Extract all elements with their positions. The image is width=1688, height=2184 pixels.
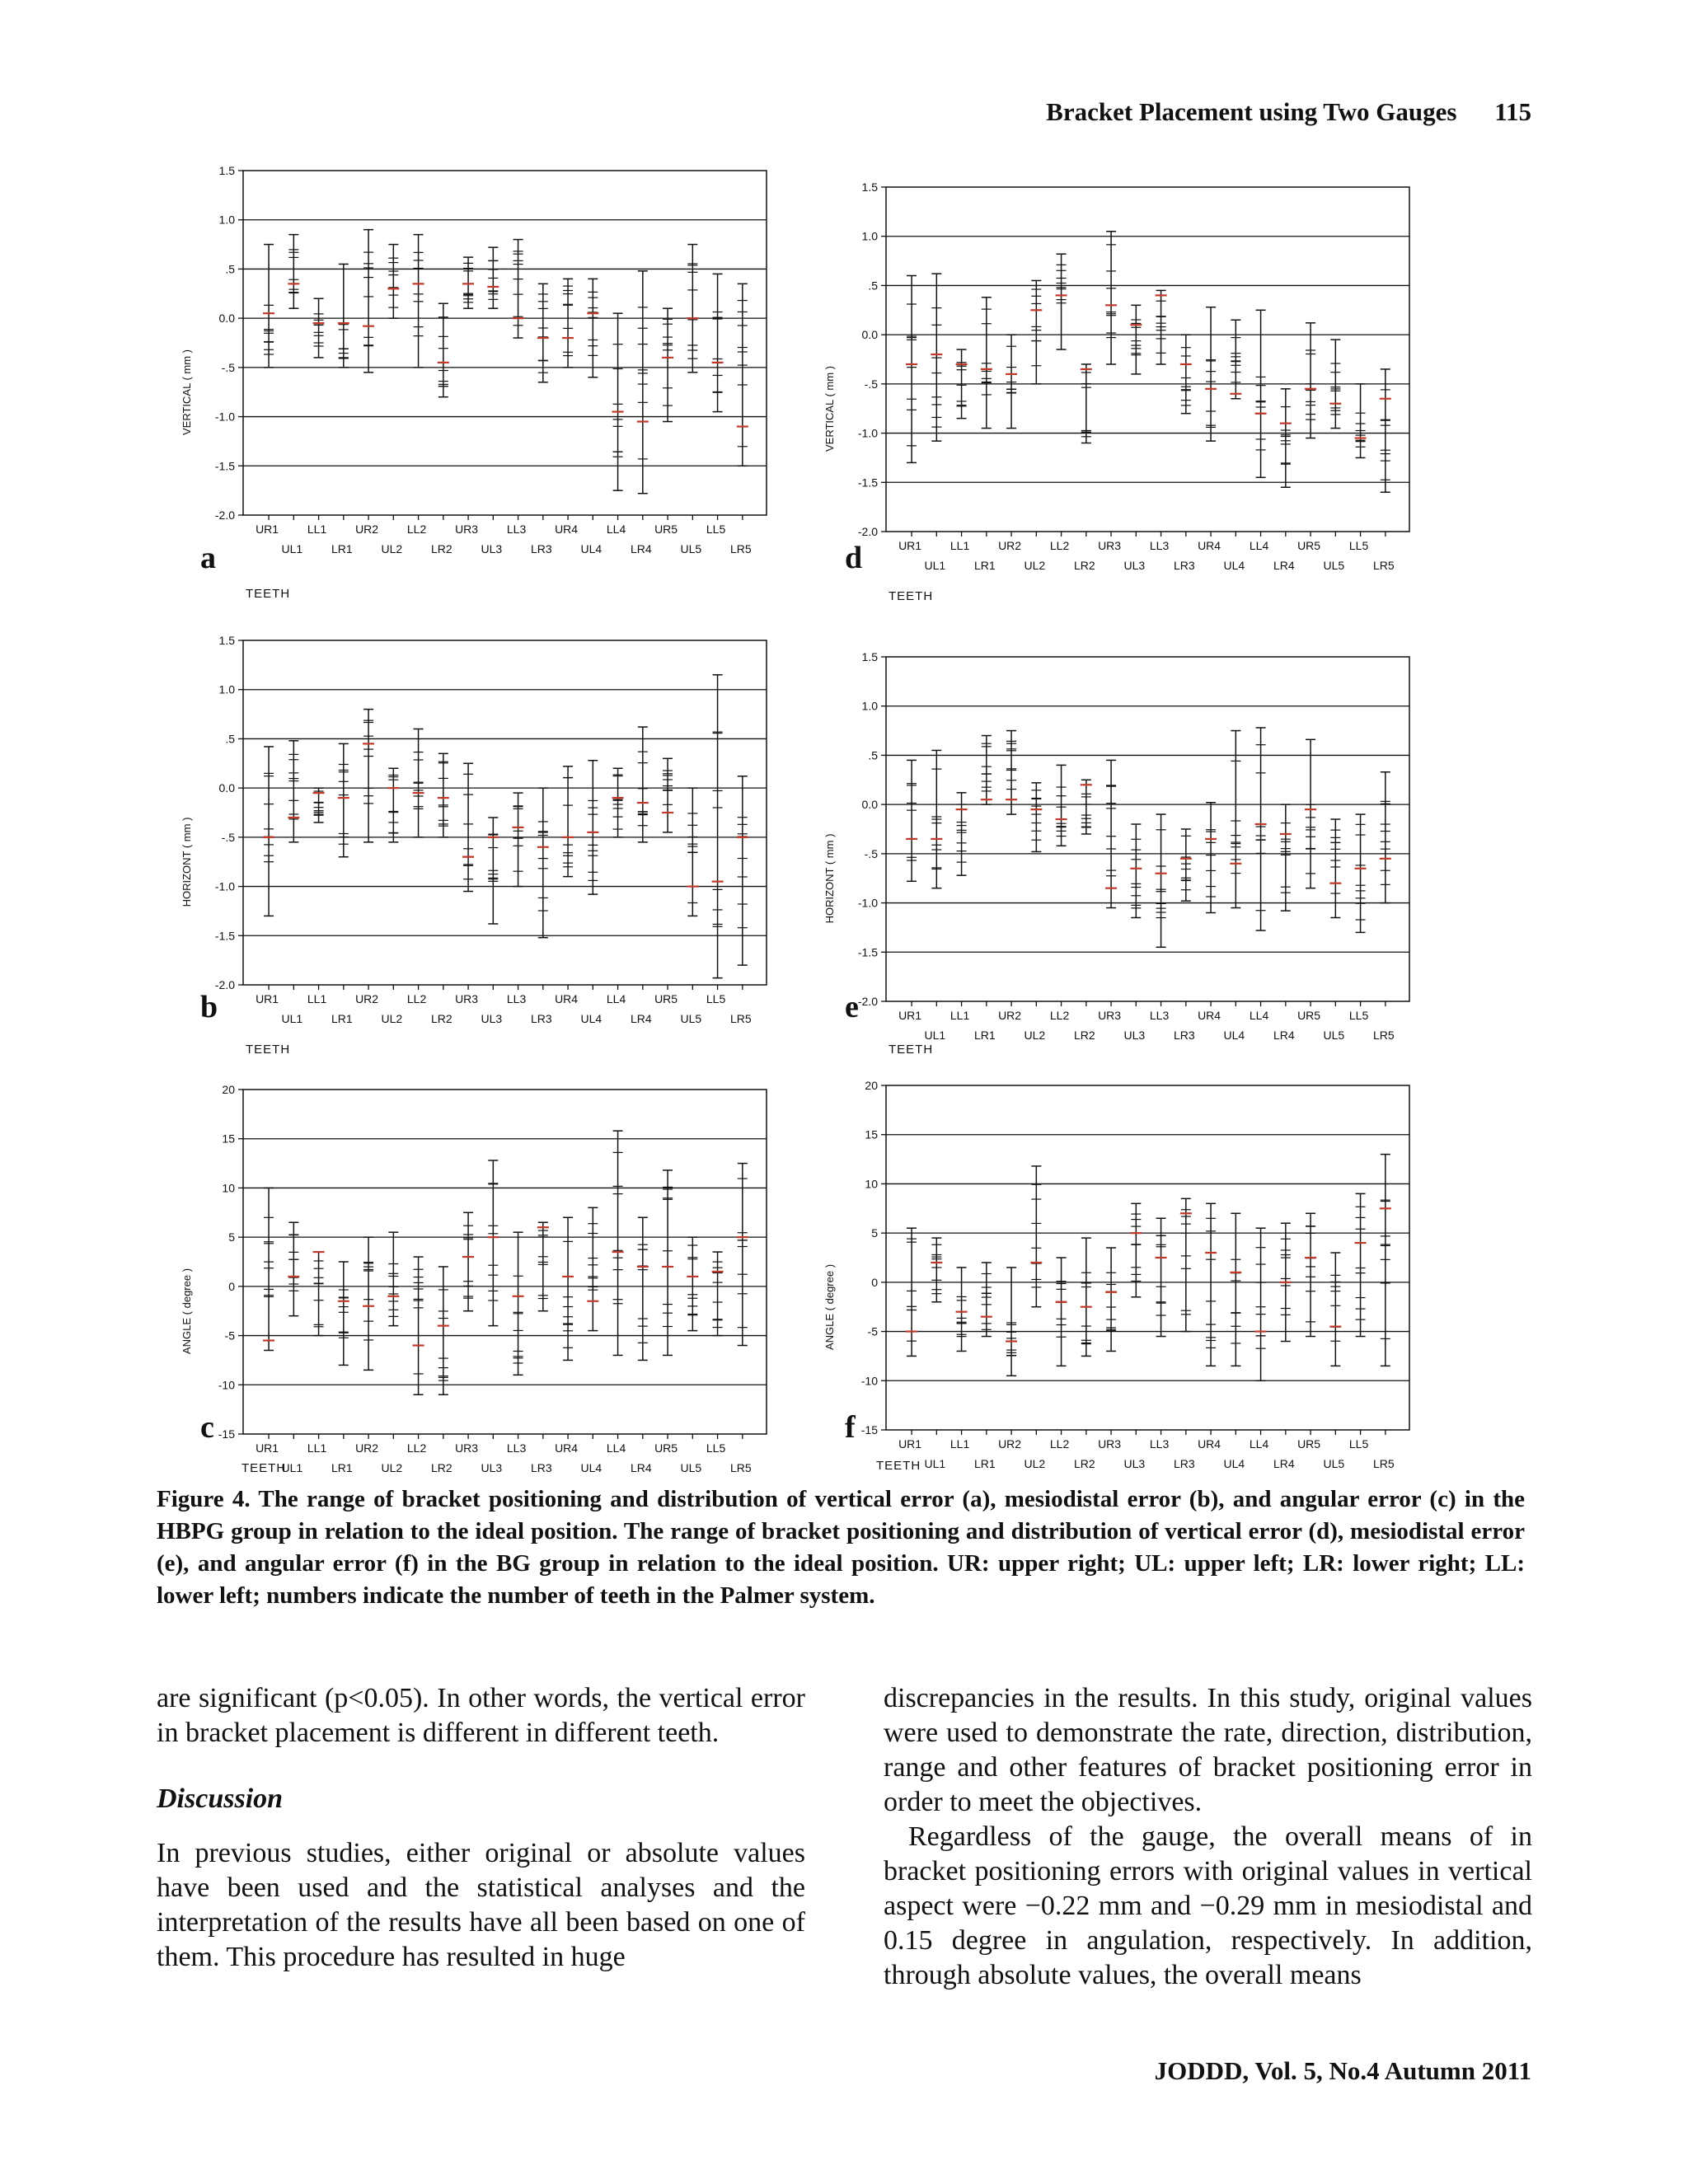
- y-tick-label: -5: [224, 1329, 235, 1343]
- range-plot-svg: [820, 647, 1430, 1051]
- x-tick-label: UL1: [281, 542, 303, 555]
- x-tick-label: LR3: [1173, 1457, 1195, 1470]
- x-tick-label: UL4: [1223, 559, 1245, 572]
- y-tick-label: 0: [871, 1275, 878, 1289]
- x-axis-title-a: TEETH: [246, 587, 291, 601]
- x-tick-label: UL5: [680, 542, 702, 555]
- x-tick-label: LL5: [706, 1441, 726, 1455]
- x-tick-label: LL4: [606, 523, 626, 536]
- y-tick-label: 1.5: [861, 180, 878, 194]
- x-tick-label: LL1: [950, 539, 970, 552]
- x-tick-label: LR1: [331, 1012, 353, 1025]
- y-tick-label: 20: [865, 1079, 878, 1092]
- x-tick-label: LL4: [1249, 1009, 1269, 1022]
- y-tick-label: -1.5: [214, 459, 235, 473]
- y-tick-label: -10: [218, 1378, 235, 1392]
- x-tick-label: UR4: [555, 1441, 579, 1455]
- chart-panel-d: [820, 177, 1430, 581]
- paragraph: discrepancies in the results. In this study, original values were used to demonstrate the rate, direction, distribution, range and other features of bracket positioning error in order to meet the objectives.: [884, 1683, 1532, 1817]
- y-tick-label: -2.0: [857, 995, 878, 1008]
- y-tick-label: 1.0: [861, 229, 878, 243]
- chart-panel-f: [820, 1076, 1430, 1479]
- body-column-right: [884, 1681, 1532, 1993]
- x-tick-label: LL2: [1049, 1437, 1070, 1451]
- x-tick-label: UR1: [256, 992, 279, 1005]
- x-tick-label: UR5: [654, 1441, 678, 1455]
- y-axis-label: VERTICAL ( mm ): [181, 349, 193, 436]
- panel-letter-c: c: [200, 1410, 214, 1445]
- x-axis-title-b: TEETH: [246, 1043, 291, 1057]
- x-tick-label: LL4: [606, 992, 626, 1005]
- x-tick-label: LR5: [1372, 1029, 1395, 1042]
- x-tick-label: UR3: [455, 992, 479, 1005]
- x-tick-label: LL2: [406, 523, 427, 536]
- x-tick-label: LL1: [950, 1437, 970, 1451]
- x-tick-label: UR3: [455, 1441, 479, 1455]
- x-tick-label: LR3: [530, 1461, 552, 1474]
- y-tick-label: -.5: [864, 377, 878, 391]
- x-tick-label: LL2: [1049, 539, 1070, 552]
- y-tick-label: -5: [867, 1324, 878, 1338]
- section-heading: Discussion: [157, 1783, 284, 1814]
- x-tick-label: UR1: [256, 1441, 279, 1455]
- x-tick-label: UR3: [455, 523, 479, 536]
- panel-letter-e: e: [845, 990, 859, 1024]
- y-tick-label: -1.5: [857, 945, 878, 959]
- y-tick-label: 15: [865, 1127, 878, 1141]
- y-tick-label: 10: [222, 1181, 235, 1195]
- x-tick-label: LR5: [729, 1461, 752, 1474]
- y-axis-label: ANGLE ( degree ): [181, 1268, 193, 1355]
- x-tick-label: UR5: [1297, 1437, 1321, 1451]
- x-tick-label: UL4: [580, 1461, 603, 1474]
- y-tick-label: -1.0: [214, 410, 235, 424]
- x-tick-label: LR1: [331, 1461, 353, 1474]
- x-tick-label: UL3: [1123, 1029, 1146, 1042]
- y-tick-label: -2.0: [857, 525, 878, 538]
- chart-panel-b: [177, 630, 787, 1034]
- x-tick-label: UR2: [355, 992, 379, 1005]
- y-tick-label: -.5: [221, 360, 235, 374]
- y-tick-label: .5: [225, 732, 235, 746]
- x-tick-label: UR2: [355, 523, 379, 536]
- x-tick-label: LL3: [506, 1441, 527, 1455]
- x-tick-label: UL1: [281, 1461, 303, 1474]
- x-tick-label: UL5: [1323, 1457, 1345, 1470]
- chart-panel-e: [820, 647, 1430, 1051]
- x-tick-label: LR5: [729, 542, 752, 555]
- x-tick-label: UL2: [381, 1012, 403, 1025]
- x-tick-label: UR1: [256, 523, 279, 536]
- x-tick-label: UR4: [555, 992, 579, 1005]
- y-tick-label: -1.0: [214, 879, 235, 893]
- paragraph: are significant (p<0.05). In other words, the vertical error in bracket placement is different in different teeth.: [157, 1683, 805, 1748]
- x-tick-label: LR4: [630, 542, 652, 555]
- range-plot-svg: [820, 1076, 1430, 1479]
- y-axis-label: HORIZONT ( mm ): [181, 817, 193, 907]
- x-tick-label: UR1: [898, 539, 922, 552]
- running-title: Bracket Placement using Two Gauges: [1046, 97, 1457, 126]
- panel-letter-d: d: [845, 541, 863, 575]
- x-tick-label: UL3: [1123, 559, 1146, 572]
- chart-panel-c: [177, 1080, 787, 1483]
- x-tick-label: LL3: [1149, 539, 1170, 552]
- x-tick-label: LR1: [973, 1029, 996, 1042]
- x-tick-label: UR4: [1198, 539, 1221, 552]
- x-tick-label: UL5: [680, 1012, 702, 1025]
- x-tick-label: UL4: [1223, 1457, 1245, 1470]
- panel-letter-a: a: [200, 541, 216, 575]
- y-tick-label: 0.0: [218, 312, 235, 326]
- body-column-left: [157, 1681, 805, 1975]
- x-tick-label: UL4: [580, 1012, 603, 1025]
- x-tick-label: LR3: [530, 1012, 552, 1025]
- x-tick-label: UR5: [1297, 539, 1321, 552]
- plot-frame: [886, 657, 1409, 1001]
- x-tick-label: UR3: [1098, 1009, 1122, 1022]
- x-tick-label: LR1: [331, 542, 353, 555]
- x-tick-label: LL4: [1249, 539, 1269, 552]
- y-tick-label: -15: [218, 1427, 235, 1441]
- range-plot-svg: [177, 1080, 787, 1483]
- x-tick-label: UL2: [381, 542, 403, 555]
- x-tick-label: LR1: [973, 1457, 996, 1470]
- x-tick-label: LL5: [706, 992, 726, 1005]
- plot-frame: [243, 1090, 767, 1434]
- x-tick-label: LL3: [506, 523, 527, 536]
- x-tick-label: UL2: [1024, 1457, 1046, 1470]
- range-plot-svg: [820, 177, 1430, 581]
- y-tick-label: 1.0: [218, 213, 235, 227]
- x-tick-label: LL4: [1249, 1437, 1269, 1451]
- page-number: 115: [1494, 97, 1531, 126]
- running-head: [1046, 97, 1531, 127]
- x-tick-label: UR4: [1198, 1009, 1221, 1022]
- x-tick-label: UR3: [1098, 539, 1122, 552]
- y-tick-label: 5: [228, 1230, 235, 1244]
- x-tick-label: LR3: [1173, 559, 1195, 572]
- y-tick-label: 20: [222, 1083, 235, 1096]
- y-tick-label: -.5: [221, 830, 235, 844]
- x-tick-label: LR4: [1273, 1457, 1295, 1470]
- x-tick-label: LR3: [1173, 1029, 1195, 1042]
- plot-frame: [886, 1085, 1409, 1430]
- x-tick-label: LR1: [973, 559, 996, 572]
- x-tick-label: UL3: [1123, 1457, 1146, 1470]
- x-tick-label: LR2: [1073, 559, 1095, 572]
- x-tick-label: UR5: [1297, 1009, 1321, 1022]
- x-tick-label: UR2: [355, 1441, 379, 1455]
- x-tick-label: LR5: [729, 1012, 752, 1025]
- x-tick-label: UL1: [281, 1012, 303, 1025]
- x-tick-label: UL5: [1323, 559, 1345, 572]
- x-tick-label: UR3: [1098, 1437, 1122, 1451]
- footer-citation: JODDD, Vol. 5, No.4 Autumn 2011: [1154, 2056, 1531, 2085]
- x-tick-label: LR5: [1372, 559, 1395, 572]
- x-tick-label: UR2: [998, 1437, 1022, 1451]
- x-tick-label: UL3: [481, 1461, 503, 1474]
- x-axis-title-e: TEETH: [889, 1043, 934, 1057]
- x-tick-label: LL5: [1348, 1437, 1369, 1451]
- y-tick-label: -1.5: [857, 476, 878, 490]
- y-tick-label: 0.0: [218, 781, 235, 795]
- y-tick-label: .5: [868, 279, 878, 293]
- y-axis-label: ANGLE ( degree ): [823, 1263, 836, 1351]
- x-tick-label: LR5: [1372, 1457, 1395, 1470]
- y-tick-label: -15: [860, 1423, 878, 1436]
- y-tick-label: 1.5: [218, 634, 235, 647]
- x-tick-label: LL1: [307, 1441, 327, 1455]
- x-tick-label: UR4: [555, 523, 579, 536]
- y-tick-label: -1.0: [857, 896, 878, 910]
- x-tick-label: LL2: [1049, 1009, 1070, 1022]
- y-tick-label: .5: [868, 748, 878, 762]
- y-tick-label: -.5: [864, 846, 878, 860]
- x-tick-label: LR4: [630, 1012, 652, 1025]
- y-tick-label: 10: [865, 1177, 878, 1191]
- y-tick-label: 1.0: [861, 699, 878, 713]
- x-axis-title-c: TEETH: [241, 1461, 287, 1475]
- x-tick-label: UL1: [924, 559, 946, 572]
- x-tick-label: UR4: [1198, 1437, 1221, 1451]
- y-tick-label: -1.5: [214, 929, 235, 943]
- y-tick-label: -2.0: [214, 509, 235, 522]
- plot-frame: [886, 187, 1409, 532]
- x-tick-label: UR1: [898, 1009, 922, 1022]
- x-tick-label: UL1: [924, 1457, 946, 1470]
- range-plot-svg: [177, 630, 787, 1034]
- x-tick-label: LL2: [406, 992, 427, 1005]
- y-tick-label: -10: [860, 1374, 878, 1388]
- x-tick-label: LR2: [1073, 1457, 1095, 1470]
- x-tick-label: LR2: [430, 1012, 452, 1025]
- x-tick-label: LR4: [630, 1461, 652, 1474]
- x-axis-title-f: TEETH: [876, 1459, 921, 1473]
- x-tick-label: UL5: [680, 1461, 702, 1474]
- y-tick-label: 1.5: [218, 164, 235, 177]
- x-tick-label: UL2: [381, 1461, 403, 1474]
- x-tick-label: LL5: [1348, 539, 1369, 552]
- y-tick-label: -2.0: [214, 978, 235, 991]
- x-tick-label: UL2: [1024, 1029, 1046, 1042]
- y-tick-label: 0: [228, 1279, 235, 1293]
- x-tick-label: LR4: [1273, 559, 1295, 572]
- x-tick-label: LR2: [1073, 1029, 1095, 1042]
- x-tick-label: LR3: [530, 542, 552, 555]
- x-tick-label: LL3: [1149, 1009, 1170, 1022]
- x-tick-label: LL1: [307, 992, 327, 1005]
- panel-letter-b: b: [200, 990, 218, 1024]
- x-tick-label: UL4: [1223, 1029, 1245, 1042]
- paragraph: In previous studies, either original or absolute values have been used and the statistical analyses and the interpretation of the results have all been based on one of them. This procedure has resulted in huge: [157, 1838, 805, 1972]
- y-tick-label: 1.0: [218, 682, 235, 696]
- paragraph: Regardless of the gauge, the overall means of in bracket positioning errors with original values in vertical aspect were −0.22 mm and −0.29 mm in mesiodistal and 0.15 degree in angulation, respectively. In addition, through absolute values, the overall means: [884, 1821, 1532, 1990]
- x-tick-label: LR2: [430, 542, 452, 555]
- x-tick-label: UL4: [580, 542, 603, 555]
- y-tick-label: 15: [222, 1132, 235, 1146]
- x-tick-label: LL3: [506, 992, 527, 1005]
- x-tick-label: UR2: [998, 1009, 1022, 1022]
- y-tick-label: .5: [225, 262, 235, 276]
- chart-panel-a: [177, 161, 787, 565]
- x-tick-label: UL3: [481, 542, 503, 555]
- x-tick-label: LL2: [406, 1441, 427, 1455]
- range-plot-svg: [177, 161, 787, 565]
- x-tick-label: UR5: [654, 523, 678, 536]
- y-tick-label: -1.0: [857, 426, 878, 440]
- y-tick-label: 0.0: [861, 328, 878, 342]
- x-tick-label: LR4: [1273, 1029, 1295, 1042]
- x-tick-label: LR2: [430, 1461, 452, 1474]
- y-axis-label: VERTICAL ( mm ): [823, 365, 836, 452]
- figure-caption: Figure 4. The range of bracket positioning and distribution of vertical error (a), mesiodistal error (b), and angular error (c) in the HBPG group in relation to the ideal position. The range of bracket positioning and distribution of vertical error (d), mesiodistal error (e), and angular error (f) in the BG group in relation to the ideal position. UR: upper right; UL: upper left; LR: lower right; LL: lower left; numbers indicate the number of teeth in the Palmer system.: [157, 1486, 1525, 1609]
- x-tick-label: UR5: [654, 992, 678, 1005]
- x-tick-label: LL1: [307, 523, 327, 536]
- x-tick-label: UL2: [1024, 559, 1046, 572]
- x-tick-label: UR1: [898, 1437, 922, 1451]
- panel-letter-f: f: [845, 1410, 856, 1445]
- x-tick-label: LL3: [1149, 1437, 1170, 1451]
- x-tick-label: LL5: [706, 523, 726, 536]
- x-axis-title-d: TEETH: [889, 589, 934, 603]
- y-tick-label: 0.0: [861, 798, 878, 812]
- x-tick-label: UL3: [481, 1012, 503, 1025]
- x-tick-label: LL1: [950, 1009, 970, 1022]
- x-tick-label: LL4: [606, 1441, 626, 1455]
- x-tick-label: UL5: [1323, 1029, 1345, 1042]
- y-tick-label: 1.5: [861, 650, 878, 663]
- x-tick-label: UR2: [998, 539, 1022, 552]
- y-tick-label: 5: [871, 1226, 878, 1240]
- x-tick-label: UL1: [924, 1029, 946, 1042]
- x-tick-label: LL5: [1348, 1009, 1369, 1022]
- y-axis-label: HORIZONT ( mm ): [823, 833, 836, 924]
